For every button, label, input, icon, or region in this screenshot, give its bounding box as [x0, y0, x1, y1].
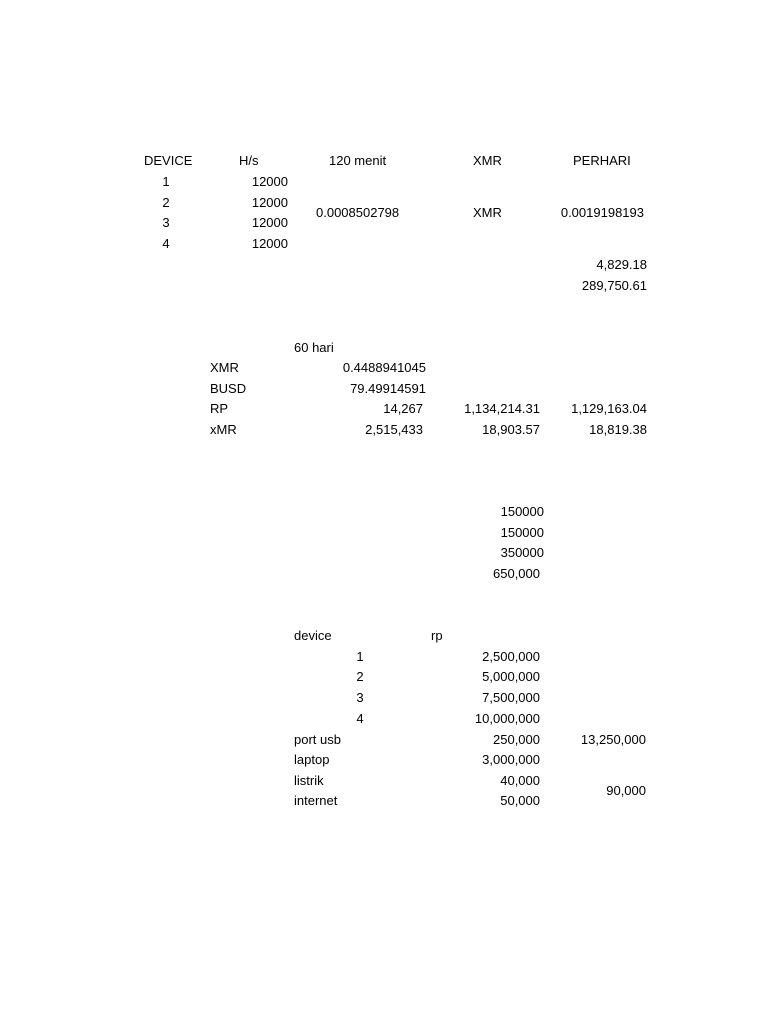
device-cost-label: 1 [356, 649, 364, 664]
device-cost-value: 5,000,000 [482, 669, 540, 684]
device-costs-subtotal: 13,250,000 [580, 732, 646, 747]
device-cost-label: 4 [356, 711, 364, 726]
extra-cost-label: laptop [294, 752, 330, 767]
extra-cost-value: 3,000,000 [482, 752, 540, 767]
hashrate-value: 12000 [251, 236, 288, 251]
device-number: 3 [162, 215, 170, 230]
row-value: 2,515,433 [365, 422, 423, 437]
row-value: 14,267 [383, 401, 423, 416]
device-cost-value: 2,500,000 [482, 649, 540, 664]
row-label: XMR [210, 360, 239, 375]
row-col4: 1,129,163.04 [571, 401, 647, 416]
row-label: BUSD [210, 381, 247, 396]
cost-total: 650,000 [493, 566, 540, 581]
extra-cost-value: 250,000 [493, 732, 540, 747]
hashrate-value: 12000 [251, 174, 288, 189]
total-value: 4,829.18 [596, 257, 647, 272]
row-value: 0.4488941045 [342, 360, 426, 375]
header-coin: XMR [473, 153, 502, 168]
total-value: 289,750.61 [581, 278, 647, 293]
header-device: DEVICE [144, 153, 193, 168]
extra-cost-label: listrik [294, 773, 324, 788]
extra-cost-value: 40,000 [500, 773, 540, 788]
extra-cost-label: internet [294, 793, 338, 808]
extra-cost-label: port usb [294, 732, 341, 747]
extra-cost-value: 50,000 [500, 793, 540, 808]
device-costs-header-rp: rp [431, 628, 443, 643]
header-per-day: PERHARI [573, 153, 631, 168]
hashrate-value: 12000 [251, 215, 288, 230]
header-minutes: 120 menit [329, 153, 387, 168]
hashrate-value: 12000 [251, 195, 288, 210]
cost-value: 350000 [500, 545, 544, 560]
sixty-days-title: 60 hari [294, 340, 334, 355]
device-cost-label: 3 [356, 690, 364, 705]
row-col4: 18,819.38 [589, 422, 647, 437]
utilities-total: 90,000 [606, 783, 646, 798]
cost-value: 150000 [500, 525, 544, 540]
header-hashrate: H/s [239, 153, 259, 168]
device-cost-value: 7,500,000 [482, 690, 540, 705]
row-col3: 1,134,214.31 [464, 401, 540, 416]
row-value: 79.49914591 [350, 381, 426, 396]
device-costs-header-device: device [294, 628, 332, 643]
row-col3: 18,903.57 [482, 422, 540, 437]
device-number: 1 [162, 174, 170, 189]
minutes-value: 0.0008502798 [316, 205, 400, 220]
device-cost-value: 10,000,000 [474, 711, 540, 726]
device-number: 2 [162, 195, 170, 210]
coin-label: XMR [473, 205, 502, 220]
row-label: RP [210, 401, 229, 416]
per-day-value: 0.0019198193 [560, 205, 644, 220]
row-label: xMR [210, 422, 237, 437]
device-cost-label: 2 [356, 669, 364, 684]
cost-value: 150000 [500, 504, 544, 519]
device-number: 4 [162, 236, 170, 251]
